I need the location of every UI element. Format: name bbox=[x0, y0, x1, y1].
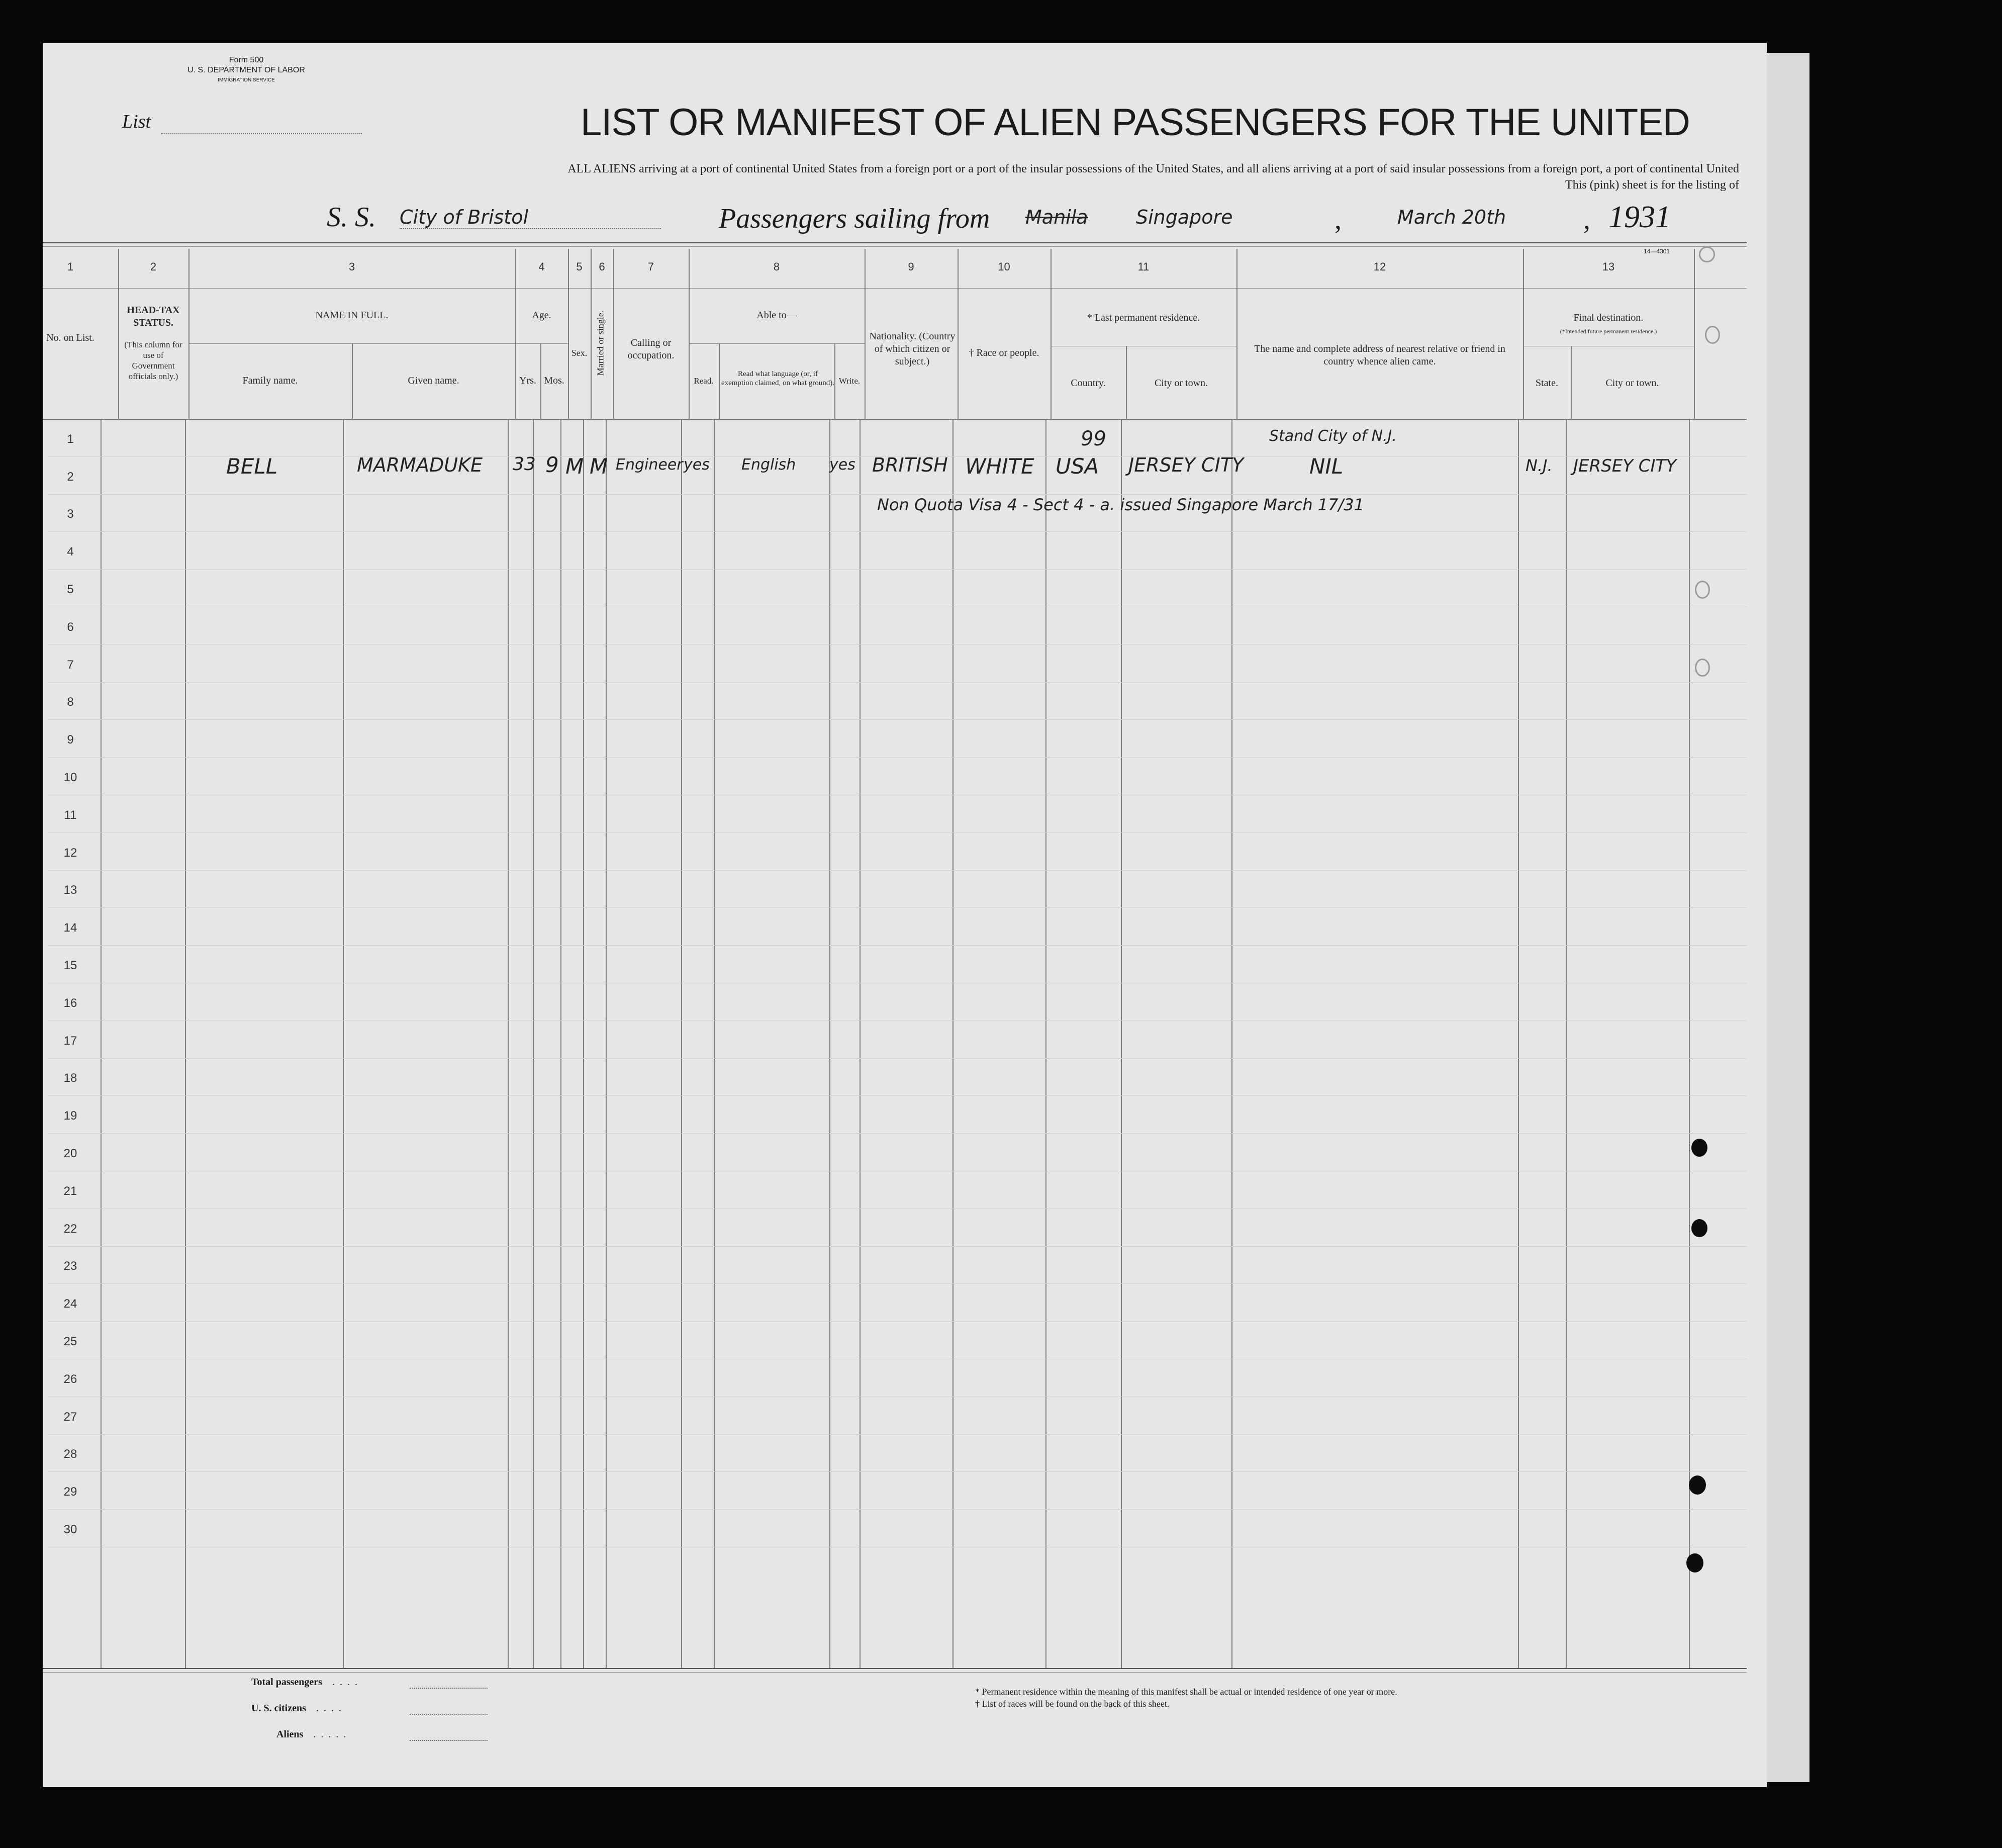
header-no-on-list: No. on List. bbox=[46, 332, 94, 343]
col-divider bbox=[689, 249, 690, 419]
annotation-99: 99 bbox=[1081, 427, 1106, 450]
dots: ..... bbox=[313, 1729, 351, 1740]
body-divider bbox=[508, 419, 509, 1668]
header-read-language: Read what language (or, if exemption claimed, on what ground). bbox=[721, 370, 834, 387]
entry-sex: M bbox=[565, 454, 584, 479]
col-divider bbox=[515, 249, 516, 419]
col-number: 5 bbox=[576, 260, 583, 273]
row-rule bbox=[48, 1095, 1747, 1096]
row-number: 22 bbox=[63, 1222, 77, 1236]
department: U. S. DEPARTMENT OF LABOR bbox=[187, 66, 305, 74]
row-rule bbox=[48, 569, 1747, 570]
header-nationality: Nationality. (Country of which citizen or subject.) bbox=[869, 331, 956, 367]
col-number: 9 bbox=[908, 260, 914, 273]
col-number: 10 bbox=[998, 260, 1010, 273]
entry-note-visa: Non Quota Visa 4 - Sect 4 - a. issued Singapore March 17/31 bbox=[877, 495, 1364, 514]
entry-given-name: MARMADUKE bbox=[357, 454, 483, 476]
row-rule bbox=[48, 1509, 1747, 1510]
row-number: 20 bbox=[63, 1147, 77, 1160]
row-number: 17 bbox=[63, 1034, 77, 1048]
header-read: Read. bbox=[694, 376, 714, 386]
col-divider bbox=[1051, 249, 1052, 419]
row-number: 27 bbox=[63, 1410, 77, 1424]
col-number: 4 bbox=[538, 260, 545, 273]
punch-hole bbox=[1695, 659, 1710, 677]
dots: .... bbox=[316, 1703, 346, 1714]
row-number: 25 bbox=[63, 1335, 77, 1348]
row-number: 24 bbox=[63, 1297, 77, 1311]
dots: .... bbox=[332, 1677, 362, 1688]
row-number: 15 bbox=[63, 959, 77, 972]
entry-nationality: BRITISH bbox=[872, 454, 948, 476]
footnote-races: † List of races will be found on the back of this sheet. bbox=[975, 1699, 1170, 1709]
col-divider bbox=[540, 343, 541, 419]
header-head-tax: HEAD-TAX STATUS. bbox=[127, 305, 180, 328]
row-number: 13 bbox=[63, 883, 77, 897]
body-divider bbox=[185, 419, 186, 1668]
row-number: 16 bbox=[63, 996, 77, 1010]
body-divider bbox=[101, 419, 102, 1668]
header-city-town: City or town. bbox=[1154, 378, 1208, 389]
row-rule bbox=[48, 945, 1747, 946]
row-number: 5 bbox=[67, 583, 74, 596]
subtitle: ALL ALIENS arriving at a port of continental United States from a foreign port or a port of the insular possessions of the United States, and all aliens arriving at a port of said insular possessions from a foreign port, a port of continental United bbox=[567, 162, 1739, 175]
ss-label: S. S. bbox=[327, 202, 376, 233]
header-sex: Sex. bbox=[571, 348, 588, 358]
col-divider bbox=[591, 249, 592, 419]
page-title: LIST OR MANIFEST OF ALIEN PASSENGERS FOR THE UNITED bbox=[581, 101, 1690, 144]
header-calling: Calling or occupation. bbox=[627, 337, 675, 361]
col-divider bbox=[1126, 346, 1127, 419]
header-family-name: Family name. bbox=[242, 375, 298, 386]
col-divider bbox=[613, 249, 614, 419]
row-rule bbox=[48, 1434, 1747, 1435]
col-number: 1 bbox=[67, 260, 74, 273]
row-number: 12 bbox=[63, 846, 77, 860]
row-number: 8 bbox=[67, 695, 74, 709]
punch-hole bbox=[1691, 1139, 1707, 1157]
print-code: 14—4301 bbox=[1644, 248, 1670, 255]
header-final-destination-note: (*Intended future permanent residence.) bbox=[1560, 328, 1657, 335]
body-divider bbox=[829, 419, 830, 1668]
row-number: 30 bbox=[63, 1523, 77, 1536]
list-label: List bbox=[122, 111, 151, 132]
us-citizens-label: U. S. citizens bbox=[251, 1703, 306, 1714]
col-number: 8 bbox=[773, 260, 780, 273]
row-number: 7 bbox=[67, 658, 74, 672]
top-rule-2 bbox=[43, 246, 1747, 247]
punch-hole bbox=[1691, 1219, 1707, 1237]
entry-age-yrs: 33 bbox=[513, 454, 536, 475]
list-number-field bbox=[161, 133, 362, 134]
header-married-single: Married or single. bbox=[595, 310, 606, 376]
header-age: Age. bbox=[532, 310, 551, 321]
sailing-port: Singapore bbox=[1136, 206, 1233, 228]
col-number: 2 bbox=[150, 260, 157, 273]
row-number: 28 bbox=[63, 1447, 77, 1461]
row-rule bbox=[48, 907, 1747, 908]
col-divider bbox=[188, 249, 189, 419]
body-divider bbox=[860, 419, 861, 1668]
form-header-block bbox=[183, 55, 309, 85]
body-divider bbox=[583, 419, 584, 1668]
annotation-relative: Stand City of N.J. bbox=[1269, 427, 1397, 445]
punch-hole bbox=[1689, 1475, 1706, 1495]
col-divider bbox=[1236, 249, 1237, 419]
entry-age-mos: 9 bbox=[545, 452, 559, 477]
col-number: 3 bbox=[348, 260, 355, 273]
footnote-residence: * Permanent residence within the meaning of this manifest shall be actual or intended residence of one year or more. bbox=[975, 1687, 1397, 1697]
col-number: 11 bbox=[1137, 260, 1150, 273]
header-name-in-full: NAME IN FULL. bbox=[315, 310, 389, 321]
bottom-rule-2 bbox=[43, 1672, 1747, 1673]
ship-name: City of Bristol bbox=[400, 206, 661, 229]
header-given-name: Given name. bbox=[408, 375, 459, 386]
row-number: 14 bbox=[63, 921, 77, 935]
entry-country: USA bbox=[1056, 454, 1099, 479]
col-divider bbox=[958, 249, 959, 419]
row-number: 2 bbox=[67, 470, 74, 484]
punch-hole bbox=[1699, 246, 1715, 262]
row-rule bbox=[48, 682, 1747, 683]
row-rule bbox=[48, 1471, 1747, 1472]
col-number: 12 bbox=[1373, 260, 1386, 273]
age-sub-rule bbox=[515, 343, 568, 344]
us-citizens-field bbox=[410, 1714, 488, 1715]
col-divider bbox=[352, 343, 353, 419]
entry-read-language: English bbox=[741, 456, 796, 474]
row-number: 6 bbox=[67, 620, 74, 634]
header-state: State. bbox=[1536, 378, 1558, 389]
body-divider bbox=[1231, 419, 1232, 1668]
col-number: 13 bbox=[1602, 260, 1615, 273]
entry-dest-city: JERSEY CITY bbox=[1573, 456, 1677, 476]
header-bottom-rule bbox=[43, 419, 1747, 420]
header-able-to: Able to— bbox=[756, 310, 797, 321]
bottom-rule bbox=[43, 1668, 1747, 1669]
col-divider bbox=[834, 343, 835, 419]
col-number: 7 bbox=[647, 260, 654, 273]
row-rule bbox=[48, 644, 1747, 645]
punch-hole bbox=[1686, 1553, 1703, 1573]
header-final-destination: Final destination. bbox=[1573, 312, 1644, 323]
row-number: 9 bbox=[67, 733, 74, 747]
service: IMMIGRATION SERVICE bbox=[218, 77, 275, 83]
row-number: 21 bbox=[63, 1184, 77, 1198]
entry-calling: Engineer bbox=[616, 456, 683, 474]
aliens-field bbox=[410, 1740, 488, 1741]
comma: , bbox=[1334, 204, 1342, 235]
entry-write: yes bbox=[829, 456, 855, 474]
row-number: 26 bbox=[63, 1372, 77, 1386]
body-divider bbox=[1566, 419, 1567, 1668]
row-rule bbox=[48, 1058, 1747, 1059]
row-number: 10 bbox=[63, 771, 77, 784]
sailing-date: March 20th bbox=[1397, 206, 1506, 228]
body-divider bbox=[1121, 419, 1122, 1668]
row-number: 4 bbox=[67, 545, 74, 559]
row-number: 1 bbox=[67, 432, 74, 446]
form-number: Form 500 bbox=[229, 56, 264, 64]
header-head-tax-note: (This column for use of Government officials only.) bbox=[124, 340, 182, 381]
row-rule bbox=[48, 1133, 1747, 1134]
total-passengers-field bbox=[410, 1688, 488, 1689]
body-divider bbox=[681, 419, 682, 1668]
col-divider bbox=[719, 343, 720, 419]
total-passengers-label: Total passengers bbox=[251, 1677, 322, 1688]
punch-hole bbox=[1695, 581, 1710, 599]
col-divider bbox=[1523, 249, 1524, 419]
subtitle-continued: This (pink) sheet is for the listing of bbox=[1565, 178, 1739, 192]
entry-nearest-relative: NIL bbox=[1309, 454, 1344, 479]
entry-married: M bbox=[590, 454, 608, 479]
col-divider bbox=[118, 249, 119, 419]
row-rule bbox=[48, 1321, 1747, 1322]
number-row-rule bbox=[43, 288, 1747, 289]
header-last-residence: * Last permanent residence. bbox=[1087, 312, 1200, 323]
body-divider bbox=[343, 419, 344, 1668]
body-divider bbox=[533, 419, 534, 1668]
col-divider bbox=[865, 249, 866, 419]
body-divider bbox=[952, 419, 954, 1668]
header-mos: Mos. bbox=[544, 375, 564, 386]
entry-read: yes bbox=[684, 456, 710, 474]
row-number: 18 bbox=[63, 1071, 77, 1085]
col-divider bbox=[1694, 249, 1695, 419]
row-number: 23 bbox=[63, 1259, 77, 1273]
row-number: 11 bbox=[64, 808, 77, 822]
row-number: 19 bbox=[63, 1109, 77, 1123]
row-rule bbox=[48, 1283, 1747, 1284]
row-rule bbox=[48, 870, 1747, 871]
body-divider bbox=[606, 419, 607, 1668]
struck-port: Manila bbox=[1025, 206, 1088, 228]
sailing-label: Passengers sailing from bbox=[719, 203, 990, 234]
row-rule bbox=[48, 719, 1747, 720]
header-country: Country. bbox=[1071, 378, 1106, 389]
body-divider bbox=[714, 419, 715, 1668]
body-divider bbox=[1518, 419, 1519, 1668]
able-sub-rule bbox=[689, 343, 865, 344]
col-divider bbox=[568, 249, 569, 419]
header-dest-city: City or town. bbox=[1605, 378, 1659, 389]
row-number: 29 bbox=[63, 1485, 77, 1499]
punch-hole bbox=[1705, 326, 1720, 344]
manifest-page bbox=[43, 43, 1767, 1787]
body-divider bbox=[1045, 419, 1046, 1668]
sailing-year: 1931 bbox=[1608, 200, 1671, 234]
col-number: 6 bbox=[599, 260, 605, 273]
aliens-label: Aliens bbox=[276, 1729, 304, 1740]
header-nearest-relative: The name and complete address of nearest relative or friend in country whence alien came. bbox=[1254, 343, 1505, 367]
entry-race: WHITE bbox=[965, 454, 1034, 479]
row-rule bbox=[48, 1246, 1747, 1247]
top-rule bbox=[43, 242, 1747, 243]
entry-city: JERSEY CITY bbox=[1128, 454, 1244, 476]
header-yrs: Yrs. bbox=[519, 375, 536, 386]
entry-family-name: BELL bbox=[226, 454, 278, 479]
header-write: Write. bbox=[838, 376, 861, 386]
col-divider bbox=[1571, 346, 1572, 419]
row-rule bbox=[48, 494, 1747, 495]
entry-state: N.J. bbox=[1526, 456, 1553, 475]
row-rule bbox=[48, 757, 1747, 758]
body-divider bbox=[560, 419, 561, 1668]
row-number: 3 bbox=[67, 507, 74, 521]
header-race: † Race or people. bbox=[969, 347, 1039, 358]
row-rule bbox=[48, 531, 1747, 532]
comma-2: , bbox=[1583, 204, 1590, 235]
